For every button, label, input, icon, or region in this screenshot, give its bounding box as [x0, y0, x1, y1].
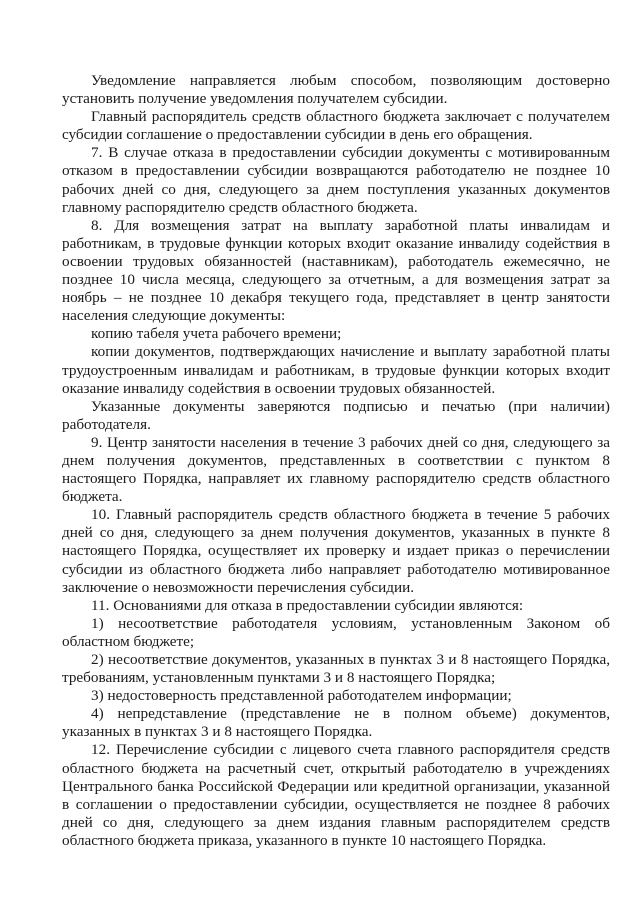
paragraph-certification: Указанные документы заверяются подписью и печатью (при наличии) работодателя. — [62, 397, 610, 433]
paragraph-timesheet-copy: копию табеля учета рабочего времени; — [91, 325, 342, 343]
paragraph-refusal-ground-1: 1) несоответствие работодателя условиям, установленным Законом об областном бюджете; — [62, 614, 610, 650]
paragraph-item-7: 7. В случае отказа в предоставлении субсидии документы с мотивированным отказом в предоставлении субсидии возвращаются работодателю не позднее 10 рабочих дней со дня, следующего за днем поступления указанных документов главному распорядителю средств областного бюджета. — [62, 144, 610, 216]
paragraph-refusal-ground-3: 3) недостоверность представленной работодателем информации; — [91, 687, 512, 705]
paragraph-item-10: 10. Главный распорядитель средств областного бюджета в течение 5 рабочих дней со дня, следующего за днем получения документов, указанных в пункте 8 настоящего Порядка, осуществляет их проверку и издает приказ о перечислении субсидии из областного бюджета либо направляет работодателю мотивированное заключение о невозможности перечисления субсидии. — [62, 506, 610, 596]
paragraph-refusal-ground-4: 4) непредставление (представление не в полном объеме) документов, указанных в пунктах 3 и 8 настоящего Порядка. — [62, 705, 610, 741]
paragraph-refusal-ground-2: 2) несоответствие документов, указанных в пунктах 3 и 8 настоящего Порядка, требованиям, установленным пунктами 3 и 8 настоящего Порядка; — [62, 651, 610, 687]
paragraph-payroll-documents: копии документов, подтверждающих начисление и выплату заработной платы трудоустроенным инвалидам и работникам, в трудовые функции которых входит оказание инвалиду содействия в освоении трудовых обязанностей. — [62, 343, 610, 397]
paragraph-agreement: Главный распорядитель средств областного бюджета заключает с получателем субсидии соглашение о предоставлении субсидии в день его обращения. — [62, 108, 610, 144]
paragraph-item-9: 9. Центр занятости населения в течение 3 рабочих дней со дня, следующего за днем получения документов, представленных в соответствии с пунктом 8 настоящего Порядка, направляет их главному распорядителю средств областного бюджета. — [62, 433, 610, 506]
document-body — [62, 72, 610, 850]
paragraph-item-8: 8. Для возмещения затрат на выплату заработной платы инвалидам и работникам, в трудовые функции которых входит оказание инвалиду содействия в освоении трудовых обязанностей (наставникам), работодатель ежемесячно, не позднее 10 числа месяца, следующего за отчетным, а для возмещения затрат за ноябрь – не позднее 10 декабря текущего года, представляет в центр занятости населения следующие документы: — [62, 216, 610, 325]
paragraph-item-12: 12. Перечисление субсидии с лицевого счета главного распорядителя средств областного бюджета на расчетный счет, открытый работодателю в учреждениях Центрального банка Российской Федерации или кредитной организации, указанной в соглашении о предоставлении субсидии, осуществляется не позднее 8 рабочих дней со дня, следующего за днем издания главным распорядителем средств областного бюджета приказа, указанного в пункте 10 настоящего Порядка. — [62, 741, 610, 849]
paragraph-notification-method: Уведомление направляется любым способом, позволяющим достоверно установить получение уведомления получателем субсидии. — [62, 72, 610, 108]
paragraph-item-11: 11. Основаниями для отказа в предоставлении субсидии являются: — [91, 596, 524, 614]
